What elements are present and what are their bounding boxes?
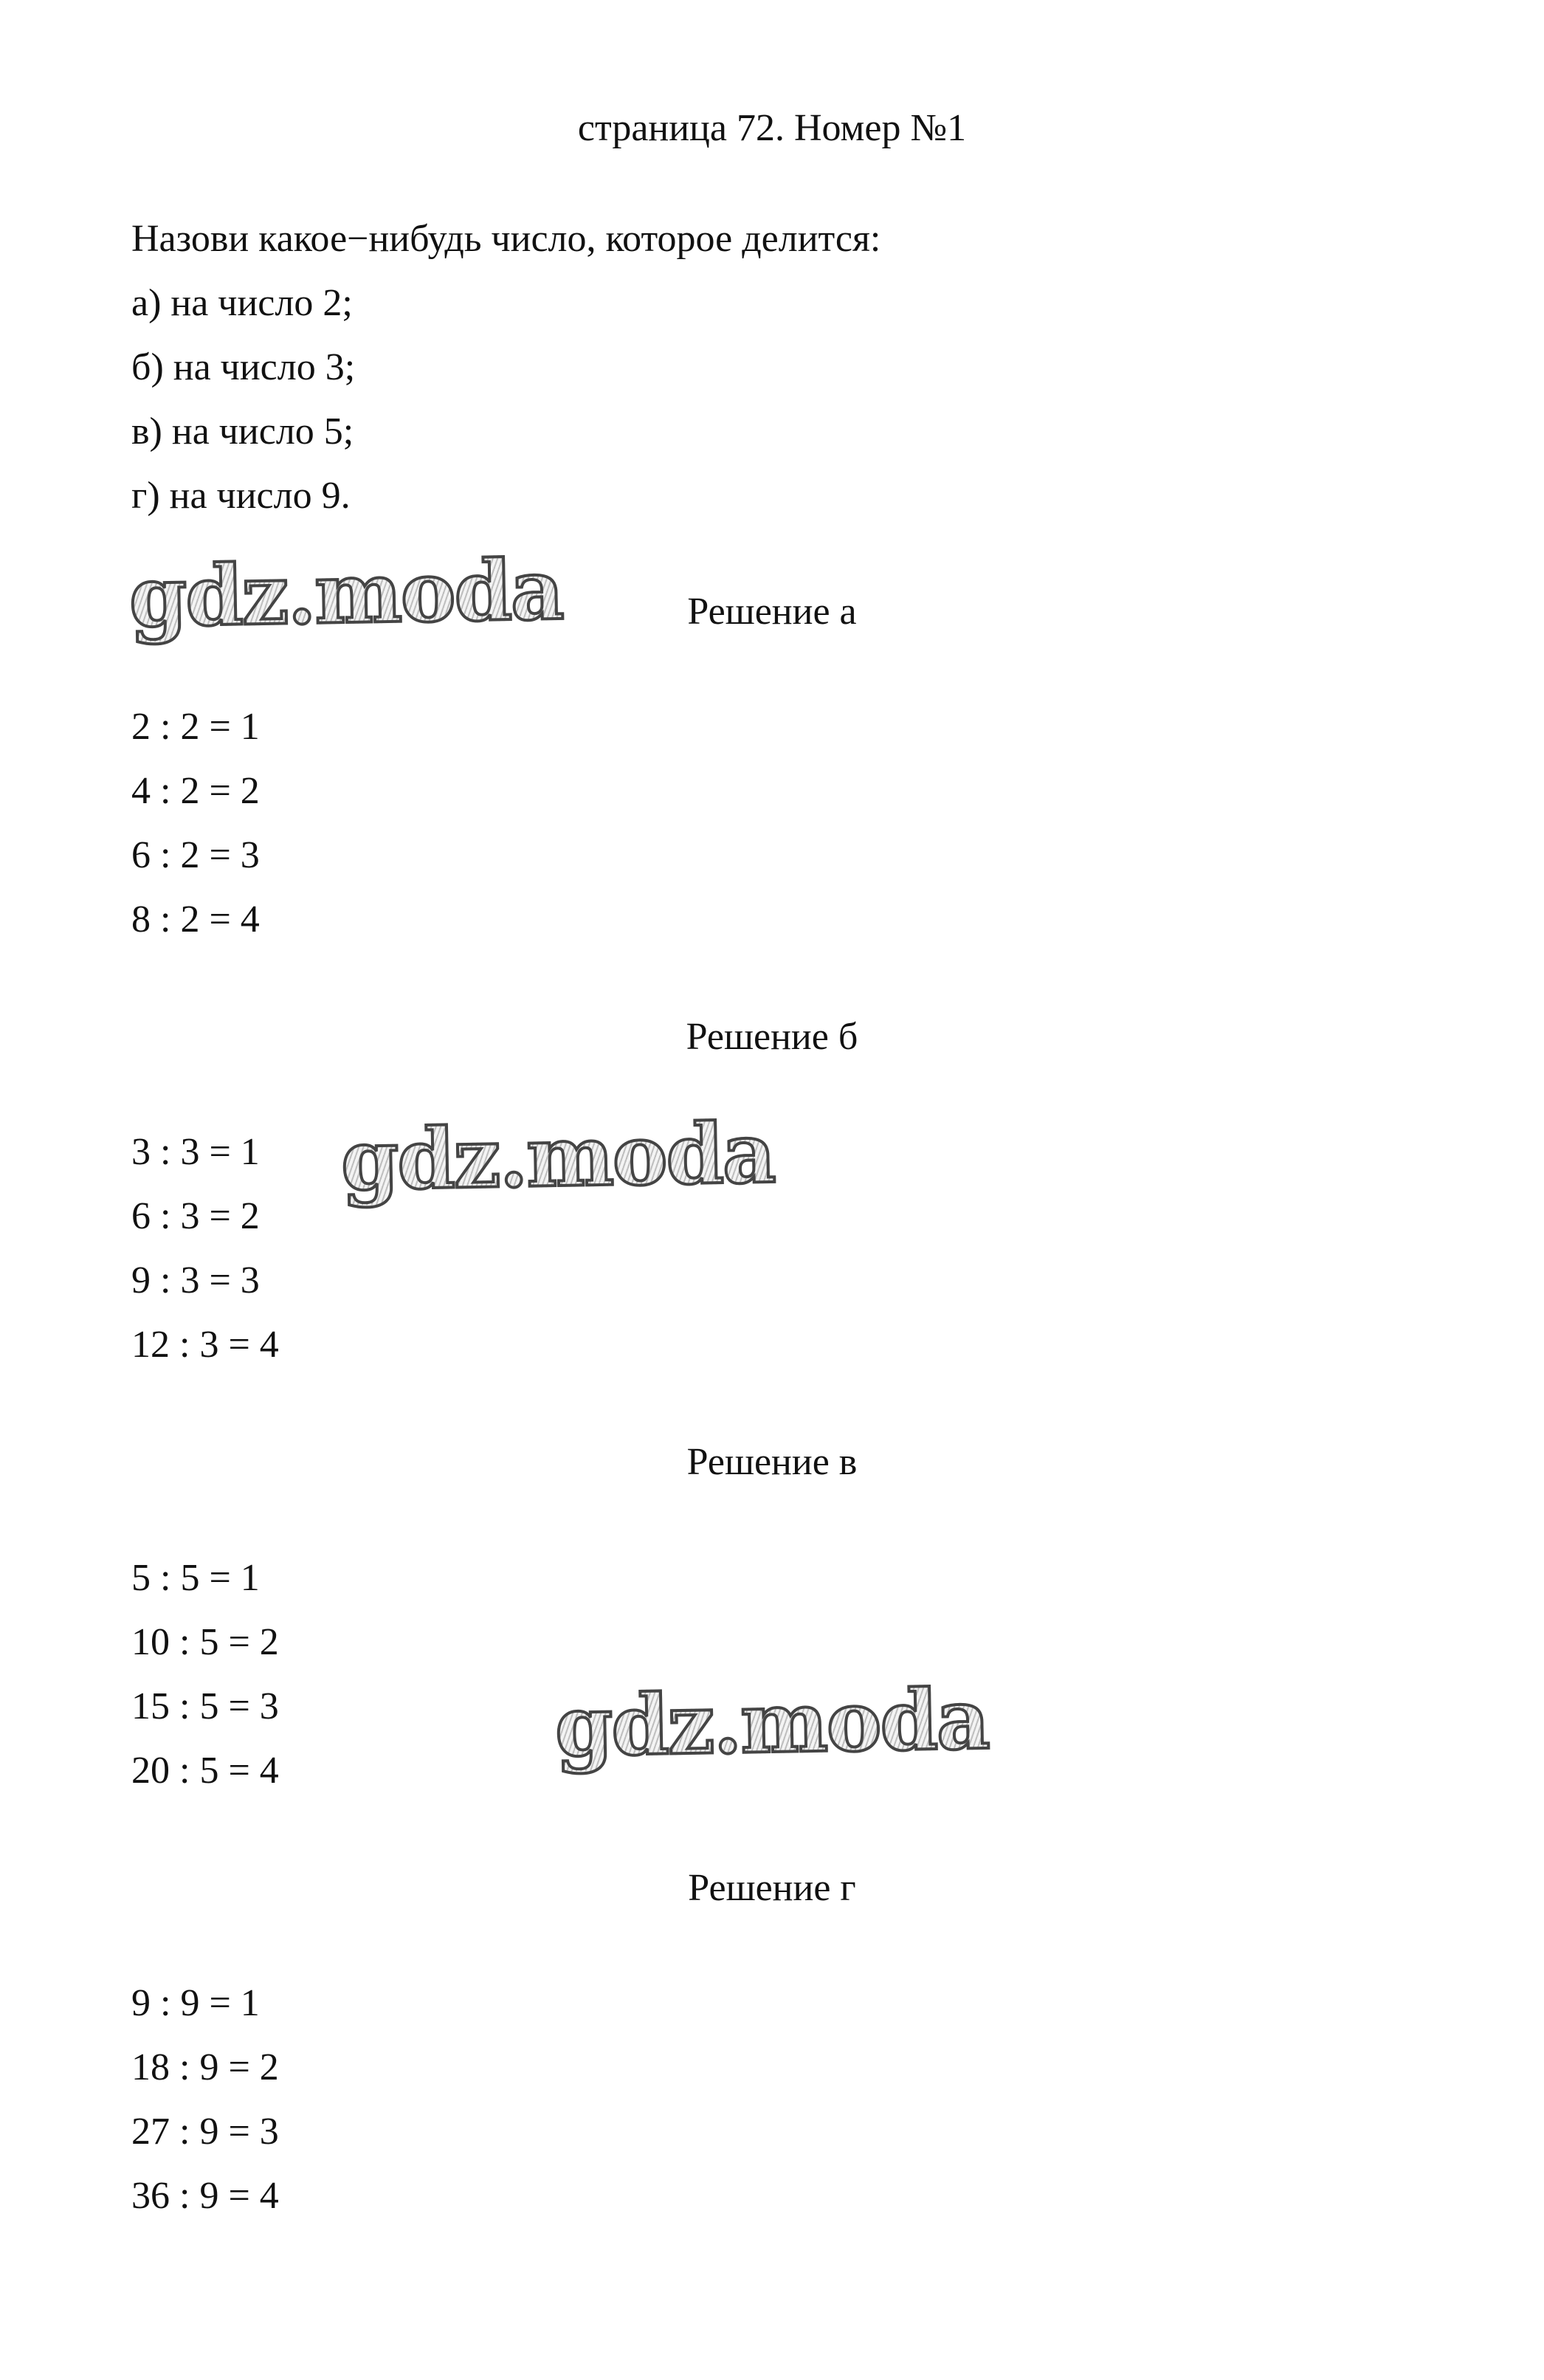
solution-title-v: Решение в xyxy=(686,1441,858,1483)
task-prompt: Назови какое−нибудь число, которое делится: xyxy=(131,218,881,260)
solution-title-g: Решение г xyxy=(688,1867,856,1909)
equation-line: 18 : 9 = 2 xyxy=(131,2046,279,2088)
equation-line: 3 : 3 = 1 xyxy=(131,1131,260,1173)
equation-line: 2 : 2 = 1 xyxy=(131,706,260,748)
solution-title-b: Решение б xyxy=(686,1016,858,1058)
task-item-b: б) на число 3; xyxy=(131,346,356,388)
solution-lines-g xyxy=(131,1980,279,2237)
task-item-g: г) на число 9. xyxy=(131,475,351,517)
solution-lines-b xyxy=(131,1129,279,1386)
watermark-logo: gdz.moda xyxy=(128,541,564,647)
equation-line: 6 : 2 = 3 xyxy=(131,834,260,876)
equation-line: 9 : 3 = 3 xyxy=(131,1259,260,1301)
equation-line: 12 : 3 = 4 xyxy=(131,1324,279,1366)
equation-line: 36 : 9 = 4 xyxy=(131,2175,279,2217)
equation-line: 15 : 5 = 3 xyxy=(131,1685,279,1727)
equation-line: 27 : 9 = 3 xyxy=(131,2111,279,2153)
equation-line: 9 : 9 = 1 xyxy=(131,1982,260,2024)
equation-line: 5 : 5 = 1 xyxy=(131,1557,260,1599)
page-header: страница 72. Номер №1 xyxy=(577,107,967,149)
solution-lines-a xyxy=(131,704,260,960)
task-item-v: в) на число 5; xyxy=(131,410,354,453)
solution-title-a: Решение а xyxy=(687,591,857,633)
equation-line: 4 : 2 = 2 xyxy=(131,770,260,812)
equation-line: 10 : 5 = 2 xyxy=(131,1621,279,1663)
equation-line: 6 : 3 = 2 xyxy=(131,1195,260,1237)
equation-line: 8 : 2 = 4 xyxy=(131,898,260,940)
watermark-logo: gdz.moda xyxy=(554,1671,990,1776)
task-item-a: а) на число 2; xyxy=(131,282,353,324)
watermark-logo: gdz.moda xyxy=(340,1104,776,1210)
solution-lines-v xyxy=(131,1555,279,1812)
equation-line: 20 : 5 = 4 xyxy=(131,1750,279,1792)
